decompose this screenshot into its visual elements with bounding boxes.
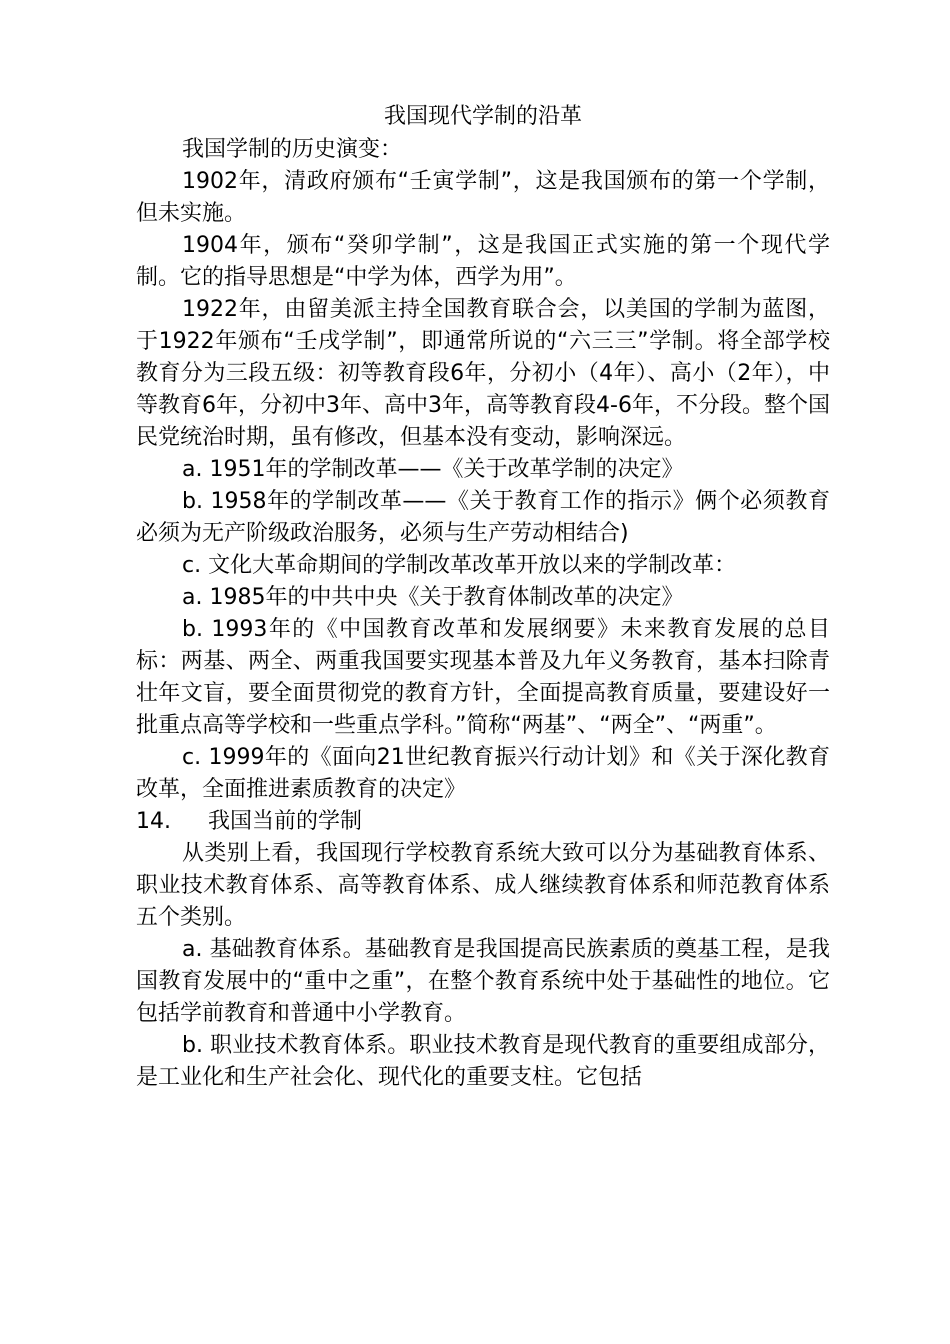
section-heading — [136, 806, 830, 838]
paragraph: 1902年，清政府颁布“壬寅学制”，这是我国颁布的第一个学制，但未实施。 — [136, 169, 830, 226]
paragraph: b. 1993年的《中国教育改革和发展纲要》未来教育发展的总目标：两基、两全、两重我国要实现基本普及九年义务教育，基本扫除青壮年文盲，要全面贯彻党的教育方针，全面提高教育质量，要建设好一批重点高等学校和一些重点学科。”简称“两基”、“两全”、“两重”。 — [136, 617, 830, 738]
paragraph: a. 基础教育体系。基础教育是我国提高民族素质的奠基工程，是我国教育发展中的“重中之重”，在整个教育系统中处于基础性的地位。它包括学前教育和普通中小学教育。 — [136, 937, 830, 1026]
paragraph: 从类别上看，我国现行学校教育系统大致可以分为基础教育体系、职业技术教育体系、高等教育体系、成人继续教育体系和师范教育体系五个类别。 — [136, 841, 830, 930]
paragraph: b. 职业技术教育体系。职业技术教育是现代教育的重要组成部分，是工业化和生产社会化、现代化的重要支柱。它包括 — [136, 1033, 830, 1090]
paragraph: c. 文化大革命期间的学制改革改革开放以来的学制改革： — [182, 553, 737, 578]
section-number: 14. — [136, 809, 171, 834]
paragraph: b. 1958年的学制改革——《关于教育工作的指示》俩个必须教育必须为无产阶级政治服务，必须与生产劳动相结合) — [136, 489, 830, 546]
paragraph: 我国学制的历史演变： — [182, 137, 403, 162]
paragraph: a. 1985年的中共中央《关于教育体制改革的决定》 — [182, 585, 684, 610]
paragraph: 1922年，由留美派主持全国教育联合会，以美国的学制为蓝图，于1922年颁布“壬戌学制”，即通常所说的“六三三”学制。将全部学校教育分为三段五级：初等教育段6年，分初小（4年）、高小（2年），中等教育6年，分初中3年、高中3年，高等教育段4-6年，不分段。整个国民党统治时期，虽有修改，但基本没有变动，影响深远。 — [136, 297, 830, 450]
paragraph: c. 1999年的《面向21世纪教育振兴行动计划》和《关于深化教育改革，全面推进素质教育的决定》 — [136, 745, 830, 802]
document-title: 我国现代学制的沿革 — [383, 104, 582, 129]
paragraph: 1904年，颁布“癸卯学制”，这是我国正式实施的第一个现代学制。它的指导思想是“中学为体，西学为用”。 — [136, 233, 830, 290]
document-page — [136, 100, 830, 1094]
paragraph: a. 1951年的学制改革——《关于改革学制的决定》 — [182, 457, 684, 482]
section-title: 我国当前的学制 — [208, 809, 363, 834]
